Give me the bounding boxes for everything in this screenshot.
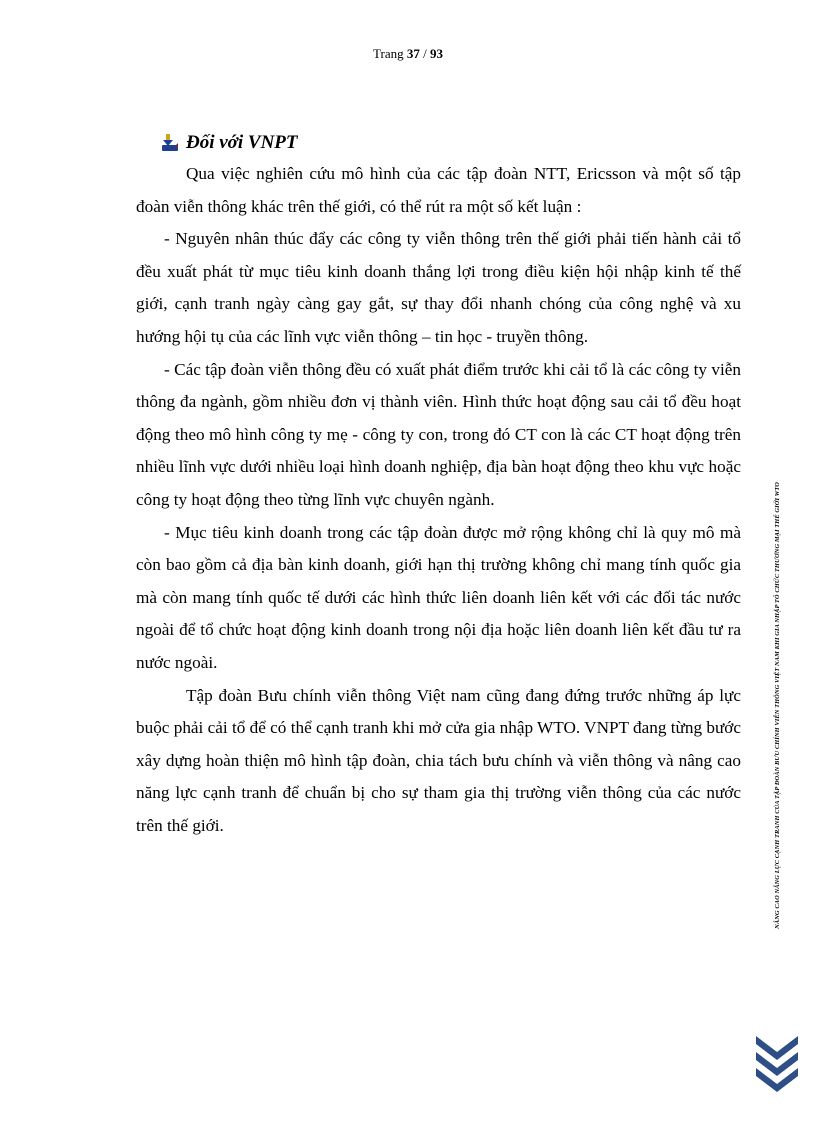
list-item: - Các tập đoàn viễn thông đều có xuất phát điểm trước khi cải tổ là các công ty viễn thông đa ngành, gồm nhiều đơn vị thành viên. Hình thức hoạt động sau cải tổ đều hoạt động theo mô hình công ty mẹ - công ty con, trong đó CT con là các CT hoạt động trên nhiều lĩnh vực dưới nhiều loại hình doanh nghiệp, địa bàn hoạt động theo khu vực hoặc công ty hoạt động theo từng lĩnh vực chuyên ngành. <box>136 359 741 509</box>
body-text <box>136 158 741 842</box>
page-current: 37 <box>406 46 420 61</box>
page-number <box>0 46 816 62</box>
list-item: - Mục tiêu kinh doanh trong các tập đoàn được mở rộng không chỉ là quy mô mà còn bao gồm cả địa bàn kinh doanh, giới hạn thị trường không chỉ mang tính quốc gia mà còn mang tính quốc tế dưới các hình thức liên doanh liên kết với các đối tác nước ngoài để tổ chức hoạt động kinh doanh trong nội địa hoặc liên doanh liên kết đầu tư ra nước ngoài. <box>136 522 741 672</box>
conclusion-paragraph: Tập đoàn Bưu chính viễn thông Việt nam cũng đang đứng trước những áp lực buộc phải cải tổ để có thể cạnh tranh khi mở cửa gia nhập WTO. VNPT đang từng bước xây dựng hoàn thiện mô hình tập đoàn, chia tách bưu chính và viễn thông và nâng cao năng lực cạnh tranh để chuẩn bị cho sự tham gia thị trường viễn thông của các nước trên thế giới. <box>136 685 741 835</box>
page-label: Trang <box>373 46 404 61</box>
intro-paragraph: Qua việc nghiên cứu mô hình của các tập đoàn NTT, Ericsson và một số tập đoàn viễn thông khác trên thế giới, có thể rút ra một số kết luận : <box>136 164 741 216</box>
down-right-arrow-bullet-icon <box>160 133 180 153</box>
triple-chevron-down-icon[interactable] <box>754 1032 800 1094</box>
section-heading <box>160 130 298 156</box>
section-title: Đối với VNPT <box>186 132 298 153</box>
vertical-document-title <box>770 430 784 980</box>
page-separator: / <box>423 46 427 61</box>
vertical-title-text: NÂNG CAO NĂNG LỰC CẠNH TRANH CỦA TẬP ĐOÀN BƯU CHÍNH VIỄN THÔNG VIỆT NAM KHI GIA NHẬP TỔ CHỨC THƯƠNG MẠI THẾ GIỚI WTO <box>773 481 781 929</box>
page-total: 93 <box>429 46 443 61</box>
list-item: - Nguyên nhân thúc đẩy các công ty viễn thông trên thế giới phải tiến hành cải tổ đều xuất phát từ mục tiêu kinh doanh thắng lợi trong điều kiện hội nhập kinh tế thế giới, cạnh tranh ngày càng gay gắt, sự thay đổi nhanh chóng của công nghệ và xu hướng hội tụ của các lĩnh vực viễn thông – tin học - truyền thông. <box>136 229 741 346</box>
